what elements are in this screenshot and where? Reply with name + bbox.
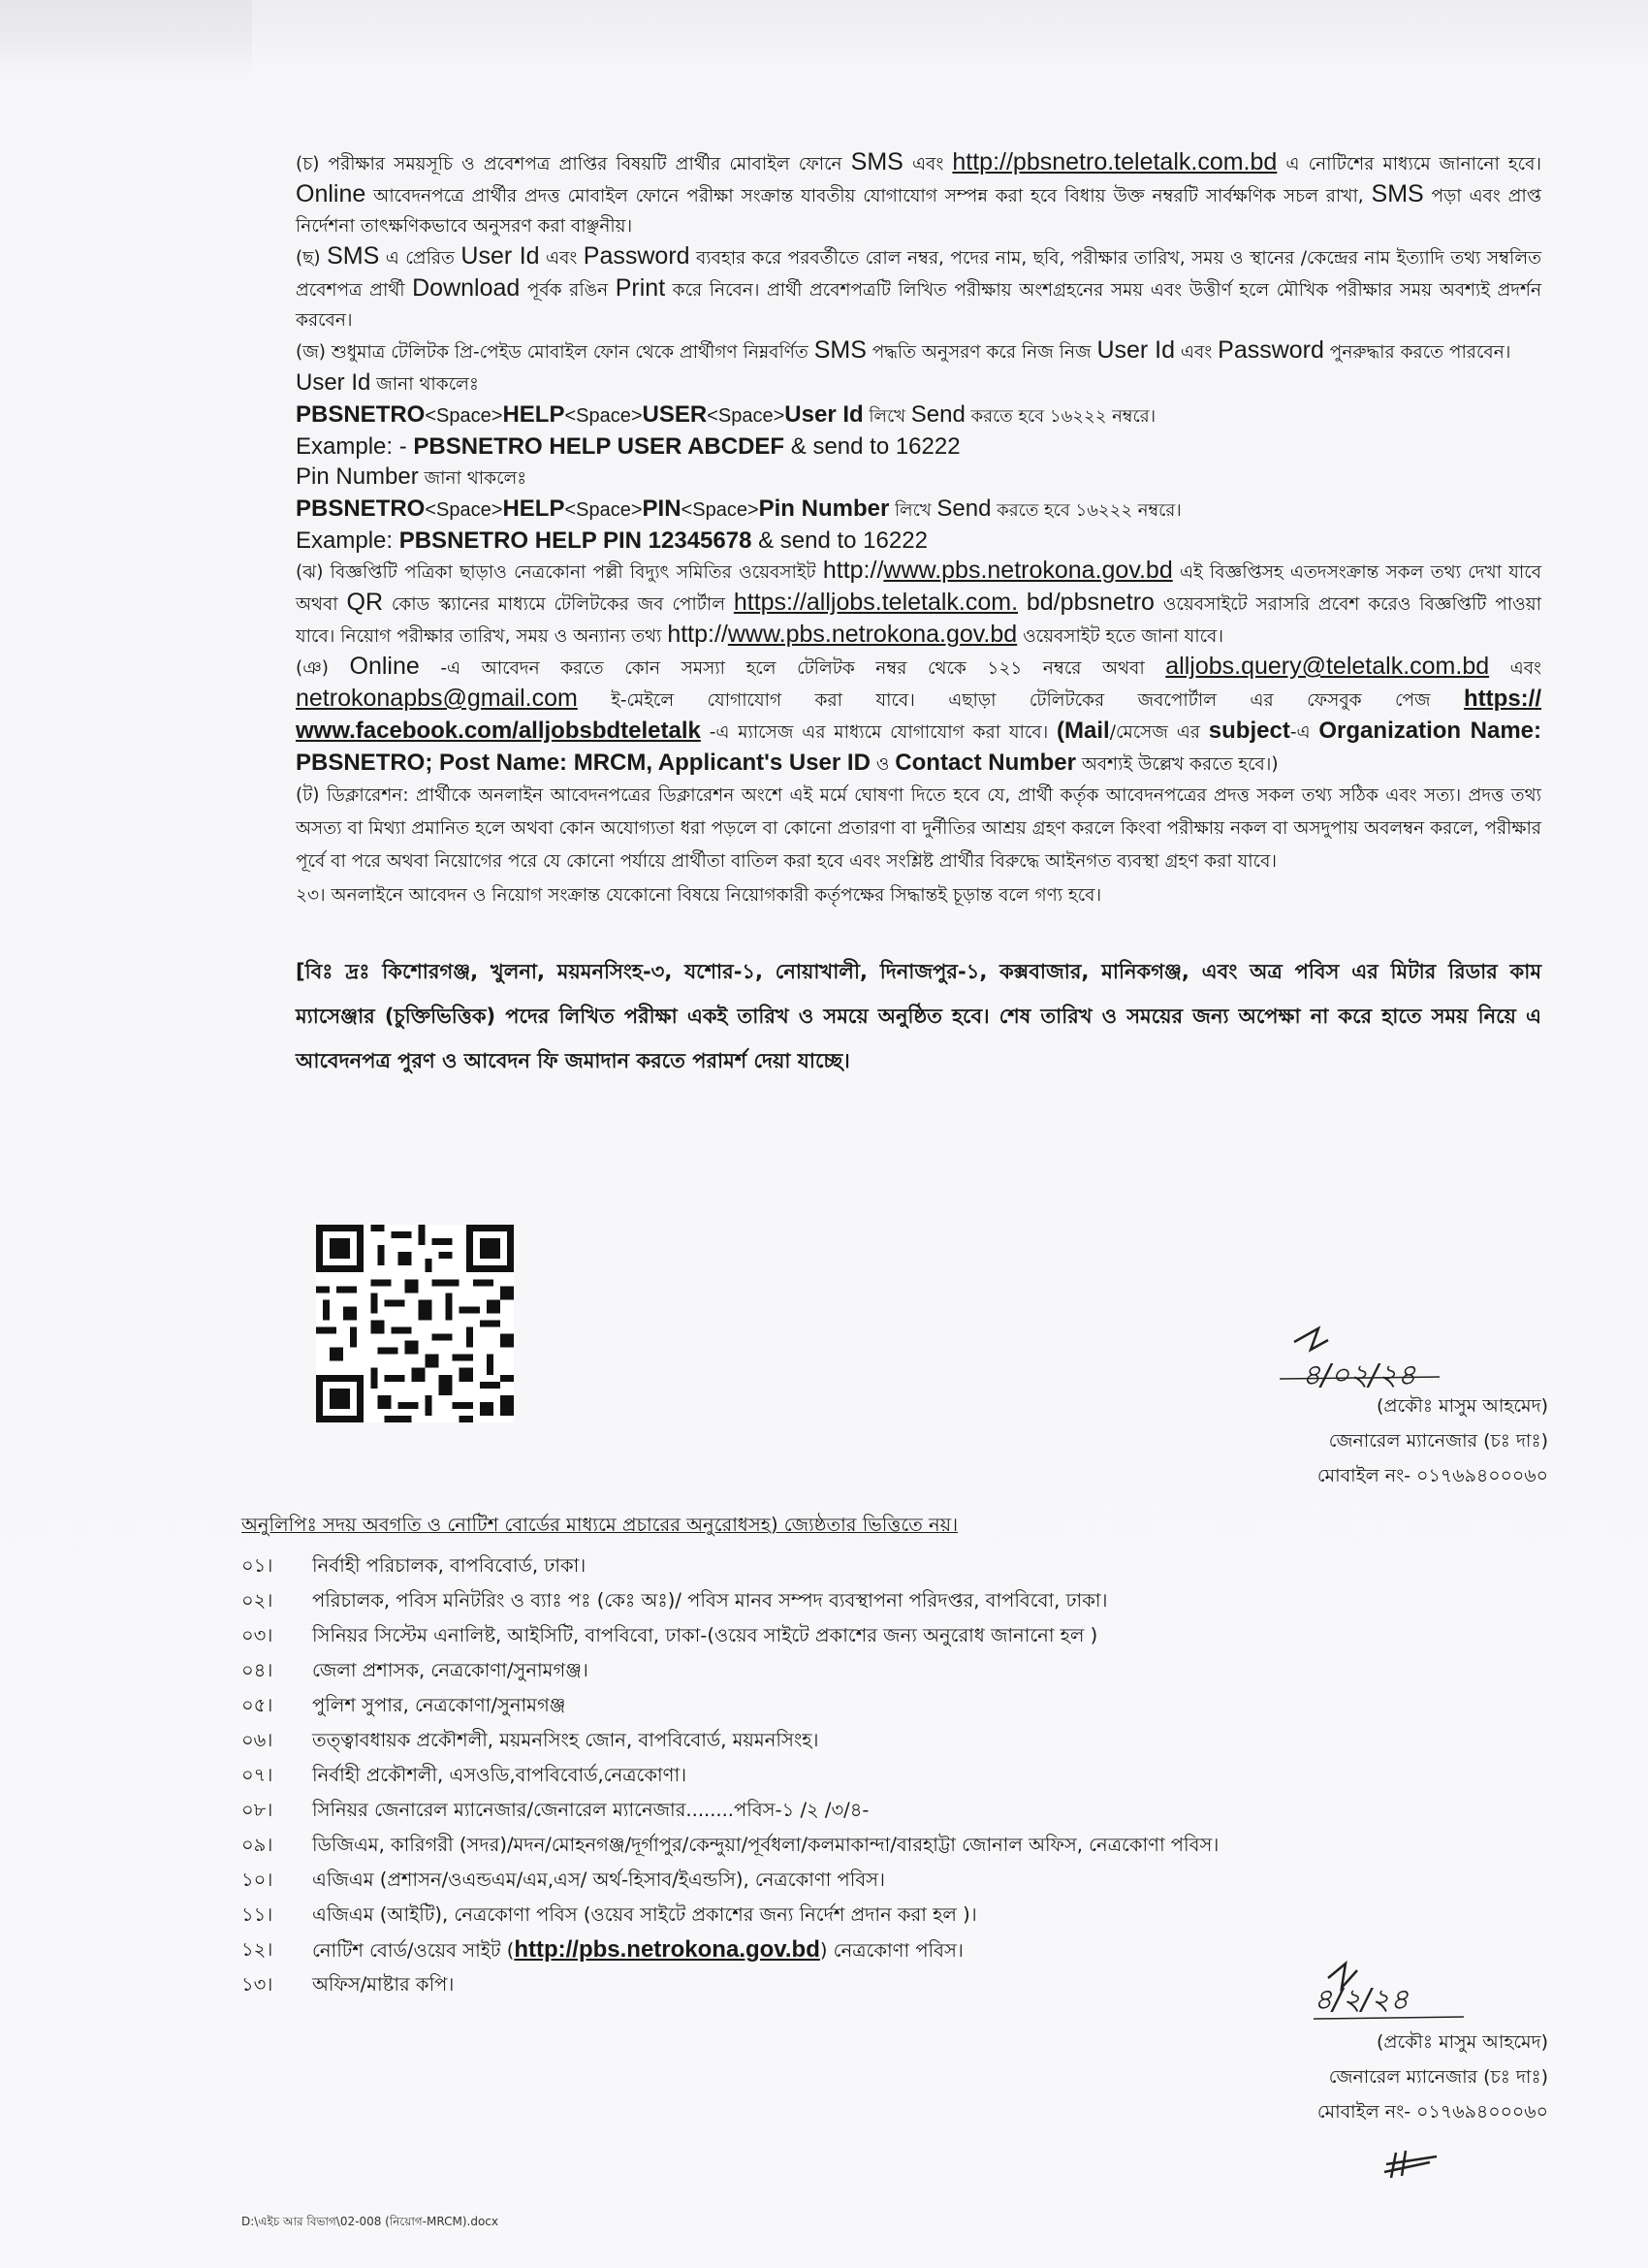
text: & send to 16222 (751, 527, 928, 554)
signatory-title: জেনারেল ম্যানেজার (চঃ দাঃ) (1328, 2066, 1548, 2088)
text: subject (1208, 718, 1290, 744)
item-text: নির্বাহী পরিচালক, বাপবিবোর্ড, ঢাকা। (312, 1554, 586, 1577)
item-number: ০৪। (241, 1659, 273, 1681)
text: SMS (1371, 180, 1424, 208)
text: Example: - (296, 433, 414, 460)
item-text: সিনিয়র সিস্টেম এনালিষ্ট, আইসিটি, বাপবিবো, ঢাকা-(ওয়েব সাইটে প্রকাশের জন্য অনুরোধ জানানো হল ) (312, 1624, 1098, 1646)
para-ta: (ট) ডিক্লারেশন: প্রার্থীকে অনলাইন আবেদনপত্রের ডিক্লারেশন অংশে এই মর্মে ঘোষণা দিতে হবে যে, প্রার্থী কর্তৃক আবেদনপত্রের প্রদত্ত সকল তথ্য সঠিক এবং সত্য। প্রদত্ত তথ্য অসত্য বা মিথ্যা প্রমানিত হলে অথবা কোন অযোগ্যতা ধরা পড়লে বা কোনো প্রতারণা বা দুর্নীতির আশ্রয় গ্রহণ করলে কিংবা পরীক্ষায় নকল বা অসদুপায় অবলম্বন করলে, পরীক্ষার পূর্বে বা পরে অথবা নিয়োগের পরে যে কোনো পর্যায়ে প্রার্থীতা বাতিল করা হবে এবং সংশ্লিষ্ট প্রার্থীর বিরুদ্ধে আইনগত ব্যবস্থা গ্রহণ করা যাবে। (296, 785, 1541, 872)
text: Password (1218, 336, 1324, 364)
text: করতে হবে ১৬২২২ নম্বরে। (965, 406, 1157, 427)
text: (ঝ) বিজ্ঞপ্তিটি পত্রিকা ছাড়াও নেত্রকোনা পল্লী বিদ্যুৎ সমিতির ওয়েবসাইট (296, 562, 823, 583)
text: পদ্ধতি অনুসরণ করে নিজ নিজ (866, 342, 1097, 363)
pbs-website-link[interactable]: www.pbs.netrokona.gov.bd (727, 621, 1018, 648)
text: কোড স্ক্যানের মাধ্যমে টেলিটকের জব পোর্টাল (383, 594, 734, 615)
teletalk-email-link[interactable]: alljobs.query@teletalk.com.bd (1165, 653, 1490, 680)
sms-example-pin (296, 526, 1541, 556)
text: <Space> (425, 405, 503, 427)
item-text: জেলা প্রশাসক, নেত্রকোণা/সুনামগঞ্জ। (312, 1659, 588, 1681)
list-item (241, 1549, 1550, 1583)
text: <Space> (564, 499, 643, 521)
text: SMS (327, 242, 380, 270)
item-text: পরিচালক, পবিস মনিটরিং ও ব্যাঃ পঃ (কেঃ অঃ)/ পবিস মানব সম্পদ ব্যবস্থাপনা পরিদপ্তর, বাপবিবো, ঢাকা। (312, 1589, 1108, 1612)
text: SMS (813, 336, 867, 364)
para-ja (296, 335, 1541, 367)
text: HELP (502, 495, 565, 522)
text: PBSNETRO HELP PIN 12345678 (398, 527, 752, 554)
text: Print (615, 274, 666, 302)
pbs-website-link[interactable]: http://pbs.netrokona.gov.bd (514, 1936, 820, 1963)
text: ও (870, 754, 896, 775)
item-text: এজিএম (প্রশাসন/ওএন্ডএম/এম,এস/ অর্থ-হিসাব/ইএন্ডসি), নেত্রকোণা পবিস। (312, 1869, 886, 1891)
text: SMS (850, 148, 903, 176)
item-text: পুলিশ সুপার, নেত্রকোণা/সুনামগঞ্জ (312, 1694, 566, 1716)
text: (জ) শুধুমাত্র টেলিটক প্রি-পেইড মোবাইল ফোন থেকে প্রার্থীগণ নিম্নবর্ণিত (296, 342, 814, 363)
text: এ প্রেরিত (379, 248, 461, 269)
text: Send (910, 401, 966, 428)
text: লিখে (889, 500, 937, 521)
text: QR (346, 589, 383, 616)
signatory-mobile: মোবাইল নং- ০১৭৬৯৪০০০৬০ (1316, 1465, 1548, 1486)
list-item (241, 1898, 1550, 1933)
teletalk-link[interactable]: http://pbsnetro.teletalk.com.bd (952, 148, 1278, 176)
para-23: ২৩। অনলাইনে আবেদন ও নিয়োগ সংক্রান্ত যেকোনো বিষয়ে নিয়োগকারী কর্তৃপক্ষের সিদ্ধান্তই চূড়ান্ত বলে গণ্য হবে। (296, 885, 1102, 906)
text: ব্যবহার করে পরবর্তীতে রোল নম্বর, পদের নাম, ছবি, পরীক্ষার তারিখ, সময় ও স্থানের /কেন্দ্রের নাম ইত্যাদি তথ্য সম্বলিত প্রবেশপত্র প্রার্থী (296, 248, 1541, 301)
alljobs-link-path[interactable]: bd/pbsnetro (1026, 589, 1155, 616)
cc-list (241, 1549, 1550, 2002)
text: এবং (1175, 342, 1219, 363)
list-item (241, 1828, 1550, 1863)
text: & send to 16222 (784, 433, 961, 460)
item-number: ০৬। (241, 1729, 273, 1751)
signature-date-1: ৪/০২/২৪ (1302, 1358, 1416, 1392)
item-text: ডিজিএম, কারিগরী (সদর)/মদন/মোহনগঞ্জ/দূর্গাপুর/কেন্দুয়া/পূর্বধলা/কলমাকান্দা/বারহাট্টা জোনাল অফিস, নেত্রকোণা পবিস। (312, 1834, 1220, 1856)
item-number: ১০। (241, 1869, 273, 1891)
text: User Id (296, 369, 371, 396)
item-text: নির্বাহী প্রকৌশলী, এসওডি,বাপবিবোর্ড,নেত্রকোণা। (312, 1764, 687, 1786)
text: -এ ম্যাসেজ এর মাধ্যমে যোগাযোগ করা যাবে। (700, 722, 1058, 743)
text: PBSNETRO (296, 401, 426, 428)
list-item (241, 1793, 1550, 1828)
signature-date-2: ৪/২/২৪ (1314, 1983, 1410, 2017)
text: পড়া এবং প্রাপ্ত নির্দেশনা তাৎক্ষণিকভাবে অনুসরণ করা বাঞ্ছনীয়। (296, 186, 1541, 237)
item-number: ০৩। (241, 1624, 273, 1646)
para-chha (296, 241, 1541, 335)
item-text: ) নেত্রকোণা পবিস। (819, 1939, 964, 1962)
para-nya (296, 652, 1541, 780)
pin-known-line (296, 462, 1541, 494)
signatory-mobile: মোবাইল নং- ০১৭৬৯৪০০০৬০ (1316, 2101, 1548, 2123)
text: Send (936, 495, 992, 522)
text: (ছ) (296, 248, 328, 269)
text: User Id (460, 242, 540, 270)
item-number: ০৭। (241, 1764, 273, 1786)
alljobs-link[interactable]: https://alljobs.teletalk.com. (733, 589, 1019, 616)
text: Example: (296, 527, 399, 554)
exam-notice: [বিঃ দ্রঃ কিশোরগঞ্জ, খুলনা, ময়মনসিংহ-৩, যশোর-১, নোয়াখালী, দিনাজপুর-১, কক্সবাজার, মানিকগঞ্জ, এবং অত্র পবিস এর মিটার রিডার কাম ম্যাসেঞ্জার (চুক্তিভিত্তিক) পদের লিখিত পরীক্ষা একই তারিখ ও সময়ে অনুষ্ঠিত হবে। শেষ তারিখ ও সময়ের জন্য অপেক্ষা না করে হাতে সময় নিয়ে এ আবেদনপত্র পুরণ ও আবেদন ফি জমাদান করতে পরামর্শ দেয়া যাচ্ছে। (296, 960, 1541, 1072)
sms-format-pin (296, 494, 1541, 526)
scan-shadow (0, 0, 252, 78)
list-item (241, 1618, 1550, 1653)
text: <Space> (564, 405, 643, 427)
sms-example-userid (296, 431, 1541, 462)
item-number: ০৯। (241, 1834, 273, 1856)
item-text: অফিস/মাষ্টার কপি। (312, 1973, 455, 1996)
para-cha (296, 147, 1541, 241)
list-item (241, 1653, 1550, 1688)
text: -এ (1289, 722, 1319, 743)
text: আবেদনপত্রে প্রার্থীর প্রদত্ত মোবাইল ফোনে পরীক্ষা সংক্রান্ত যাবতীয় যোগাযোগ সম্পন্ন করা হবে বিধায় উক্ত নম্বরটি সার্বক্ষণিক সচল রাখা, (365, 186, 1372, 207)
text: এবং (903, 154, 953, 175)
text: ওয়েবসাইট হতে জানা যাবে। (1017, 626, 1223, 647)
item-number: ০৫। (241, 1694, 273, 1716)
text: পূর্বক রঙিন (520, 280, 616, 301)
text: /মেসেজ এর (1109, 722, 1209, 743)
text: (চ) পরীক্ষার সময়সূচি ও প্রবেশপত্র প্রাপ্তির বিষয়টি প্রার্থীর মোবাইল ফোনে (296, 154, 851, 175)
signatory-name: (প্রকৌঃ মাসুম আহমেদ) (1376, 1395, 1548, 1417)
list-item (241, 1723, 1550, 1758)
list-item (241, 1863, 1550, 1898)
text: জানা থাকলেঃ (370, 374, 479, 395)
list-item (241, 1583, 1550, 1618)
text: PBSNETRO HELP USER ABCDEF (413, 433, 785, 460)
text: <Space> (681, 499, 759, 521)
sms-format-userid (296, 399, 1541, 431)
text: User Id (784, 401, 864, 428)
text: HELP (502, 401, 565, 428)
cc-title: অনুলিপিঃ সদয় অবগতি ও নোটিশ বোর্ডের মাধ্যমে প্রচারের অনুরোধসহ) জ্যেষ্ঠতার ভিত্তিতে নয়। (241, 1514, 959, 1536)
item-text: নোটিশ বোর্ড/ওয়েব সাইট ( (312, 1939, 515, 1962)
text: এবং (1489, 658, 1541, 679)
text: Contact Number (895, 750, 1076, 776)
text: এ নোটিশের মাধ্যমে জানানো হবে। (1277, 154, 1542, 175)
item-number: ১৩। (241, 1973, 273, 1996)
initials-signature-icon (1377, 2143, 1444, 2182)
text: পুনরুদ্ধার করতে পারবেন। (1323, 342, 1511, 363)
text: করতে হবে ১৬২২২ নম্বরে। (991, 500, 1182, 521)
signature-block-2 (1317, 2025, 1548, 2129)
text: Online (349, 653, 420, 680)
text: Pin Number (758, 495, 890, 522)
text: <Space> (425, 499, 503, 521)
text: ই-মেইলে যোগাযোগ করা যাবে। এছাড়া টেলিটকের জবপোর্টাল এর ফেসবুক পেজ (577, 690, 1465, 711)
text: অবশ্যই উল্লেখ করতে হবে।) (1075, 754, 1279, 775)
signatory-title: জেনারেল ম্যানেজার (চঃ দাঃ) (1328, 1430, 1548, 1452)
notice-body (296, 147, 1541, 1083)
item-number: ০৮। (241, 1799, 273, 1821)
text: লিখে (863, 406, 911, 427)
item-number: ১১। (241, 1903, 273, 1926)
text: Password (583, 242, 690, 270)
text: জানা থাকলেঃ (418, 468, 527, 489)
file-path-footer: D:\এইচ আর বিভাগ\02-008 (নিয়োগ-MRCM).docx (241, 2215, 498, 2228)
item-text: এজিএম (আইটি), নেত্রকোণা পবিস (ওয়েব সাইটে প্রকাশের জন্য নির্দেশ প্রদান করা হল )। (312, 1903, 977, 1926)
text: করে নিবেন। প্রার্থী প্রবেশপত্রটি লিখিত পরীক্ষায় অংশগ্রহনের সময় এবং উত্তীর্ণ হলে মৌখিক পরীক্ষার সময় অবশ্যই প্রদর্শন করবেন। (296, 280, 1541, 331)
facebook-link[interactable]: https:// www.facebook.com/alljobsbdteletalk (296, 686, 1541, 744)
text: http:// (822, 557, 884, 584)
text: http:// (667, 621, 728, 648)
text: User Id (1096, 336, 1176, 364)
netrokona-email-link[interactable]: netrokonapbs@gmail.com (296, 685, 578, 712)
text: এই বিজ্ঞপ্তিসহ এতদসংক্রান্ত সকল তথ্য দেখা যাবে অথবা (296, 562, 1541, 615)
text: এবং (539, 248, 584, 269)
signature-block-1 (1317, 1389, 1548, 1493)
text: ওয়েবসাইটে সরাসরি প্রবেশ করেও বিজ্ঞপ্তিটি পাওয়া যাবে। নিয়োগ পরীক্ষার তারিখ, সময় ও অন্যান্য তথ্য (296, 594, 1541, 647)
item-number: ০২। (241, 1589, 273, 1612)
item-text: তত্ত্বাবধায়ক প্রকৌশলী, ময়মনসিংহ জোন, বাপবিবোর্ড, ময়মনসিংহ। (312, 1729, 819, 1751)
text: PBSNETRO (296, 495, 426, 522)
item-number: ১২। (241, 1938, 273, 1961)
pbs-website-link[interactable]: www.pbs.netrokona.gov.bd (883, 557, 1173, 584)
item-number: ০১। (241, 1554, 273, 1577)
text: (Mail (1057, 718, 1110, 744)
text: Organization Name: PBSNETRO; Post Name: MRCM, Applicant's User ID (296, 718, 1542, 776)
text: Pin Number (296, 463, 419, 490)
signatory-name: (প্রকৌঃ মাসুম আহমেদ) (1376, 2031, 1548, 2053)
text: (ঞ) (296, 658, 350, 679)
text: PIN (642, 495, 681, 522)
text: Download (412, 274, 521, 302)
text: USER (642, 401, 708, 428)
text: <Space> (707, 405, 785, 427)
list-item (241, 1688, 1550, 1723)
text: -এ আবেদন করতে কোন সমস্যা হলে টেলিটক নম্বর থেকে ১২১ নম্বরে অথবা (419, 658, 1166, 679)
para-jha (296, 556, 1541, 652)
item-text: সিনিয়র জেনারেল ম্যানেজার/জেনারেল ম্যানেজার........পবিস-১ /২ /৩/৪- (312, 1799, 870, 1821)
text: Online (296, 180, 366, 208)
list-item (241, 1758, 1550, 1793)
userid-known-line (296, 367, 1541, 399)
qr-code-icon[interactable] (316, 1224, 514, 1423)
